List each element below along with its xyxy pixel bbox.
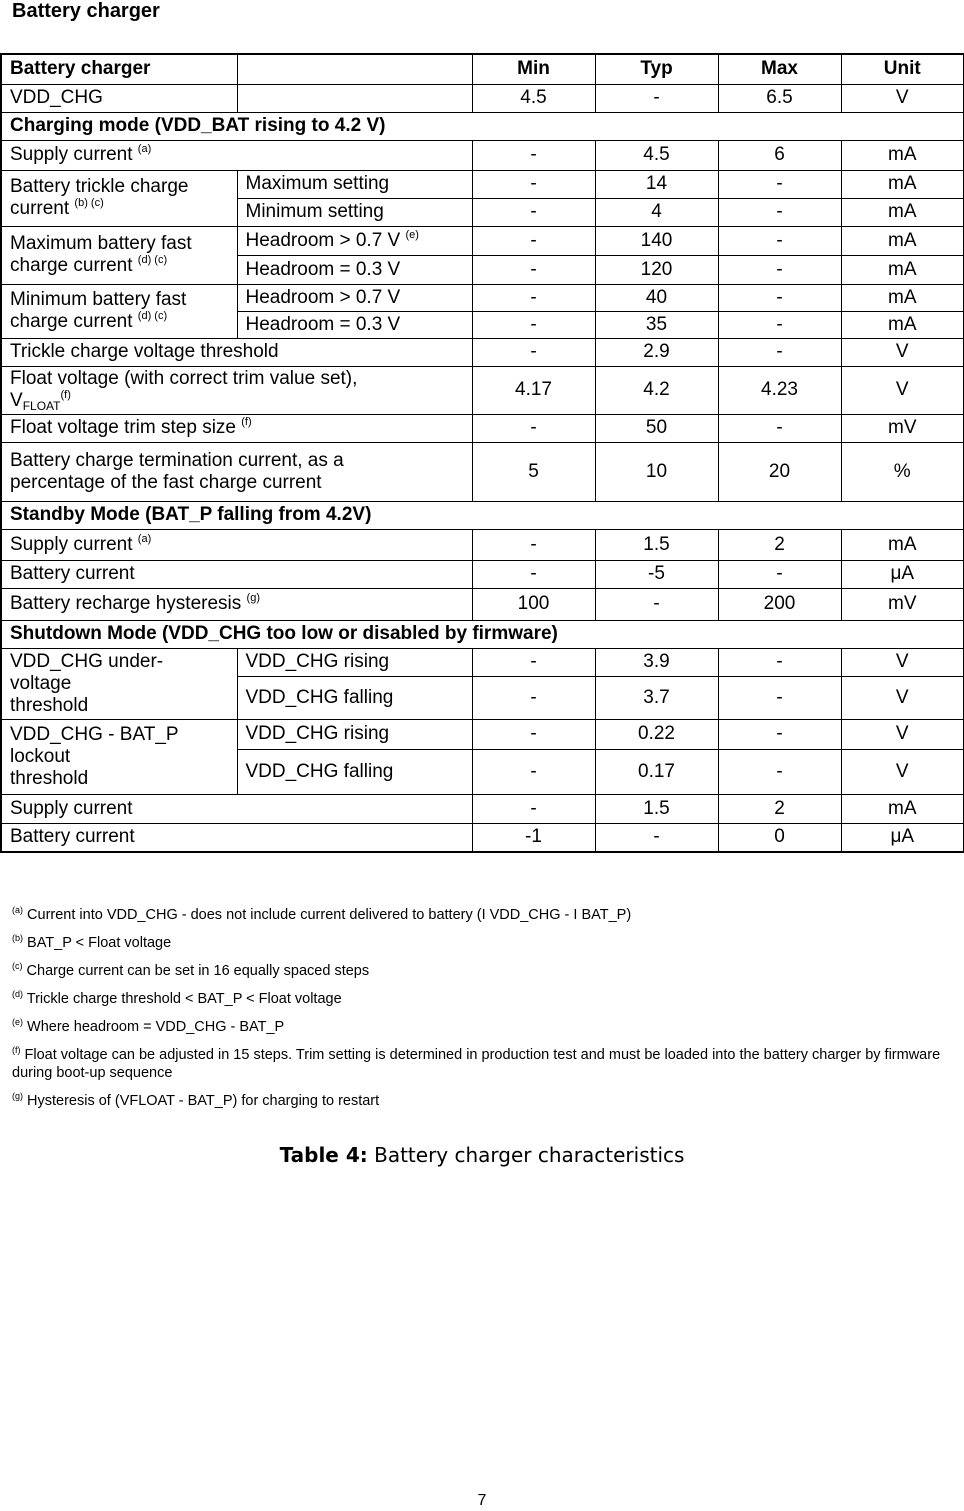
table-row [1,794,964,823]
typ-value: 140 [595,226,718,255]
section-title: Shutdown Mode (VDD_CHG too low or disabled by firmware) [1,620,964,648]
condition-cell: Headroom = 0.3 V [237,311,472,338]
param-label: VDD_CHG - BAT_P lockout threshold [1,719,237,794]
max-value: 2 [718,529,841,560]
max-value: - [718,749,841,794]
table-row [1,823,964,852]
table-row [1,648,964,676]
max-value: - [718,255,841,284]
header-min: Min [472,54,595,84]
unit-value: mA [841,284,964,311]
footnote: $^{(a)}$ Current into VDD_CHG - does not include current delivered to battery (I VDD_CHG - I BAT_P) [12,905,632,923]
param-label: Trickle charge voltage threshold [1,338,472,366]
typ-value: 1.5 [595,794,718,823]
section-row [1,501,964,529]
table-row [1,442,964,501]
header-param: Battery charger [1,54,237,84]
max-value: - [718,719,841,749]
typ-value: 14 [595,170,718,198]
table-row [1,588,964,620]
section-title: Charging mode (VDD_BAT rising to 4.2 V) [1,112,964,140]
param-label: Supply current [1,794,472,823]
header-typ: Typ [595,54,718,84]
unit-value: μA [841,823,964,852]
min-value: 4.17 [472,366,595,414]
unit-value: mA [841,794,964,823]
typ-value: 2.9 [595,338,718,366]
unit-value: V [841,84,964,112]
condition-cell: VDD_CHG rising [237,719,472,749]
typ-value: 120 [595,255,718,284]
unit-value: V [841,676,964,719]
condition-cell: VDD_CHG falling [237,749,472,794]
min-value: - [472,529,595,560]
page-heading: Battery charger [12,0,160,22]
typ-value: 40 [595,284,718,311]
min-value: 4.5 [472,84,595,112]
unit-value: mV [841,414,964,442]
footnotes [12,906,942,1120]
max-value: 2 [718,794,841,823]
max-value: - [718,170,841,198]
max-value: 6.5 [718,84,841,112]
min-value: - [472,676,595,719]
table-caption [0,1143,964,1167]
header-condition [237,54,472,84]
max-value: 20 [718,442,841,501]
min-value: 5 [472,442,595,501]
unit-value: mA [841,311,964,338]
max-value: 0 [718,823,841,852]
typ-value: 4.2 [595,366,718,414]
min-value: - [472,648,595,676]
table-row [1,140,964,170]
param-label: Float voltage (with correct trim value set), $V_{FLOAT}^{(f)}$ [1,366,472,414]
unit-value: mA [841,140,964,170]
typ-value: 0.22 [595,719,718,749]
unit-value: mA [841,226,964,255]
param-label: VDD_CHG under- voltage threshold [1,648,237,719]
caption-label: Table 4: [279,1143,368,1167]
condition-cell: Minimum setting [237,198,472,226]
min-value: - [472,749,595,794]
param-label: Maximum battery fast charge current $^{(d) (c)}$ [1,226,237,284]
min-value: - [472,170,595,198]
section-row [1,620,964,648]
footnote: $^{(f)}$ Float voltage can be adjusted in 15 steps. Trim setting is determined in production test and must be loaded into the battery charger by firmware during boot-up sequence [12,1045,941,1081]
min-value: - [472,338,595,366]
min-value: - [472,255,595,284]
unit-value: mA [841,170,964,198]
table-row [1,226,964,255]
param-label: Supply current $^{(a)}$ [1,140,472,170]
max-value: - [718,676,841,719]
section-title: Standby Mode (BAT_P falling from 4.2V) [1,501,964,529]
condition-cell: Headroom = 0.3 V [237,255,472,284]
unit-value: mA [841,198,964,226]
table-row [1,560,964,588]
typ-value: 3.7 [595,676,718,719]
typ-value: - [595,84,718,112]
footnote: $^{(d)}$ Trickle charge threshold < BAT_P < Float voltage [12,989,342,1007]
header-unit: Unit [841,54,964,84]
min-value: - [472,719,595,749]
unit-value: μA [841,560,964,588]
table-row [1,284,964,311]
table-row [1,338,964,366]
param-label: VDD_CHG [1,84,237,112]
param-label: Battery current [1,560,472,588]
min-value: - [472,311,595,338]
table-row [1,170,964,198]
table-header-row [1,54,964,84]
typ-value: - [595,588,718,620]
max-value: - [718,414,841,442]
min-value: - [472,226,595,255]
typ-value: 0.17 [595,749,718,794]
section-row [1,112,964,140]
typ-value: - [595,823,718,852]
param-label: Battery current [1,823,472,852]
param-label: Minimum battery fast charge current $^{(d) (c)}$ [1,284,237,338]
typ-value: -5 [595,560,718,588]
caption-text: Battery charger characteristics [374,1143,685,1167]
header-max: Max [718,54,841,84]
typ-value: 35 [595,311,718,338]
table-row [1,529,964,560]
unit-value: mV [841,588,964,620]
footnote: $^{(b)}$ BAT_P < Float voltage [12,933,172,951]
param-label: Battery recharge hysteresis $^{(g)}$ [1,588,472,620]
unit-value: mA [841,529,964,560]
unit-value: V [841,749,964,794]
condition-cell: VDD_CHG rising [237,648,472,676]
min-value: - [472,794,595,823]
max-value: 200 [718,588,841,620]
max-value: - [718,311,841,338]
min-value: - [472,414,595,442]
max-value: - [718,284,841,311]
max-value: 6 [718,140,841,170]
typ-value: 50 [595,414,718,442]
condition-cell: Headroom > 0.7 V [237,284,472,311]
max-value: - [718,198,841,226]
unit-value: V [841,719,964,749]
param-label: Float voltage trim step size $^{(f)}$ [1,414,472,442]
typ-value: 4.5 [595,140,718,170]
footnote: $^{(c)}$ Charge current can be set in 16 equally spaced steps [12,961,370,979]
condition-cell: VDD_CHG falling [237,676,472,719]
table-row [1,84,964,112]
unit-value: % [841,442,964,501]
max-value: - [718,648,841,676]
battery-charger-table [0,53,964,853]
min-value: -1 [472,823,595,852]
max-value: - [718,226,841,255]
footnote: $^{(e)}$ Where headroom = VDD_CHG - BAT_P [12,1017,285,1035]
min-value: 100 [472,588,595,620]
condition-cell: Headroom > 0.7 V $^{(e)}$ [237,226,472,255]
min-value: - [472,560,595,588]
page-number: 7 [477,1492,487,1509]
param-label: Supply current $^{(a)}$ [1,529,472,560]
min-value: - [472,284,595,311]
param-label: Battery charge termination current, as a percentage of the fast charge current [1,442,472,501]
footnote: $^{(g)}$ Hysteresis of (VFLOAT - BAT_P) for charging to restart [12,1091,380,1109]
table-row [1,719,964,749]
unit-value: mA [841,255,964,284]
typ-value: 1.5 [595,529,718,560]
typ-value: 3.9 [595,648,718,676]
typ-value: 4 [595,198,718,226]
condition-cell [237,84,472,112]
min-value: - [472,140,595,170]
max-value: 4.23 [718,366,841,414]
table-row [1,366,964,414]
typ-value: 10 [595,442,718,501]
max-value: - [718,338,841,366]
max-value: - [718,560,841,588]
table-row [1,414,964,442]
min-value: - [472,198,595,226]
condition-cell: Maximum setting [237,170,472,198]
unit-value: V [841,648,964,676]
unit-value: V [841,366,964,414]
param-label: Battery trickle charge current $^{(b) (c)}$ [1,170,237,226]
unit-value: V [841,338,964,366]
